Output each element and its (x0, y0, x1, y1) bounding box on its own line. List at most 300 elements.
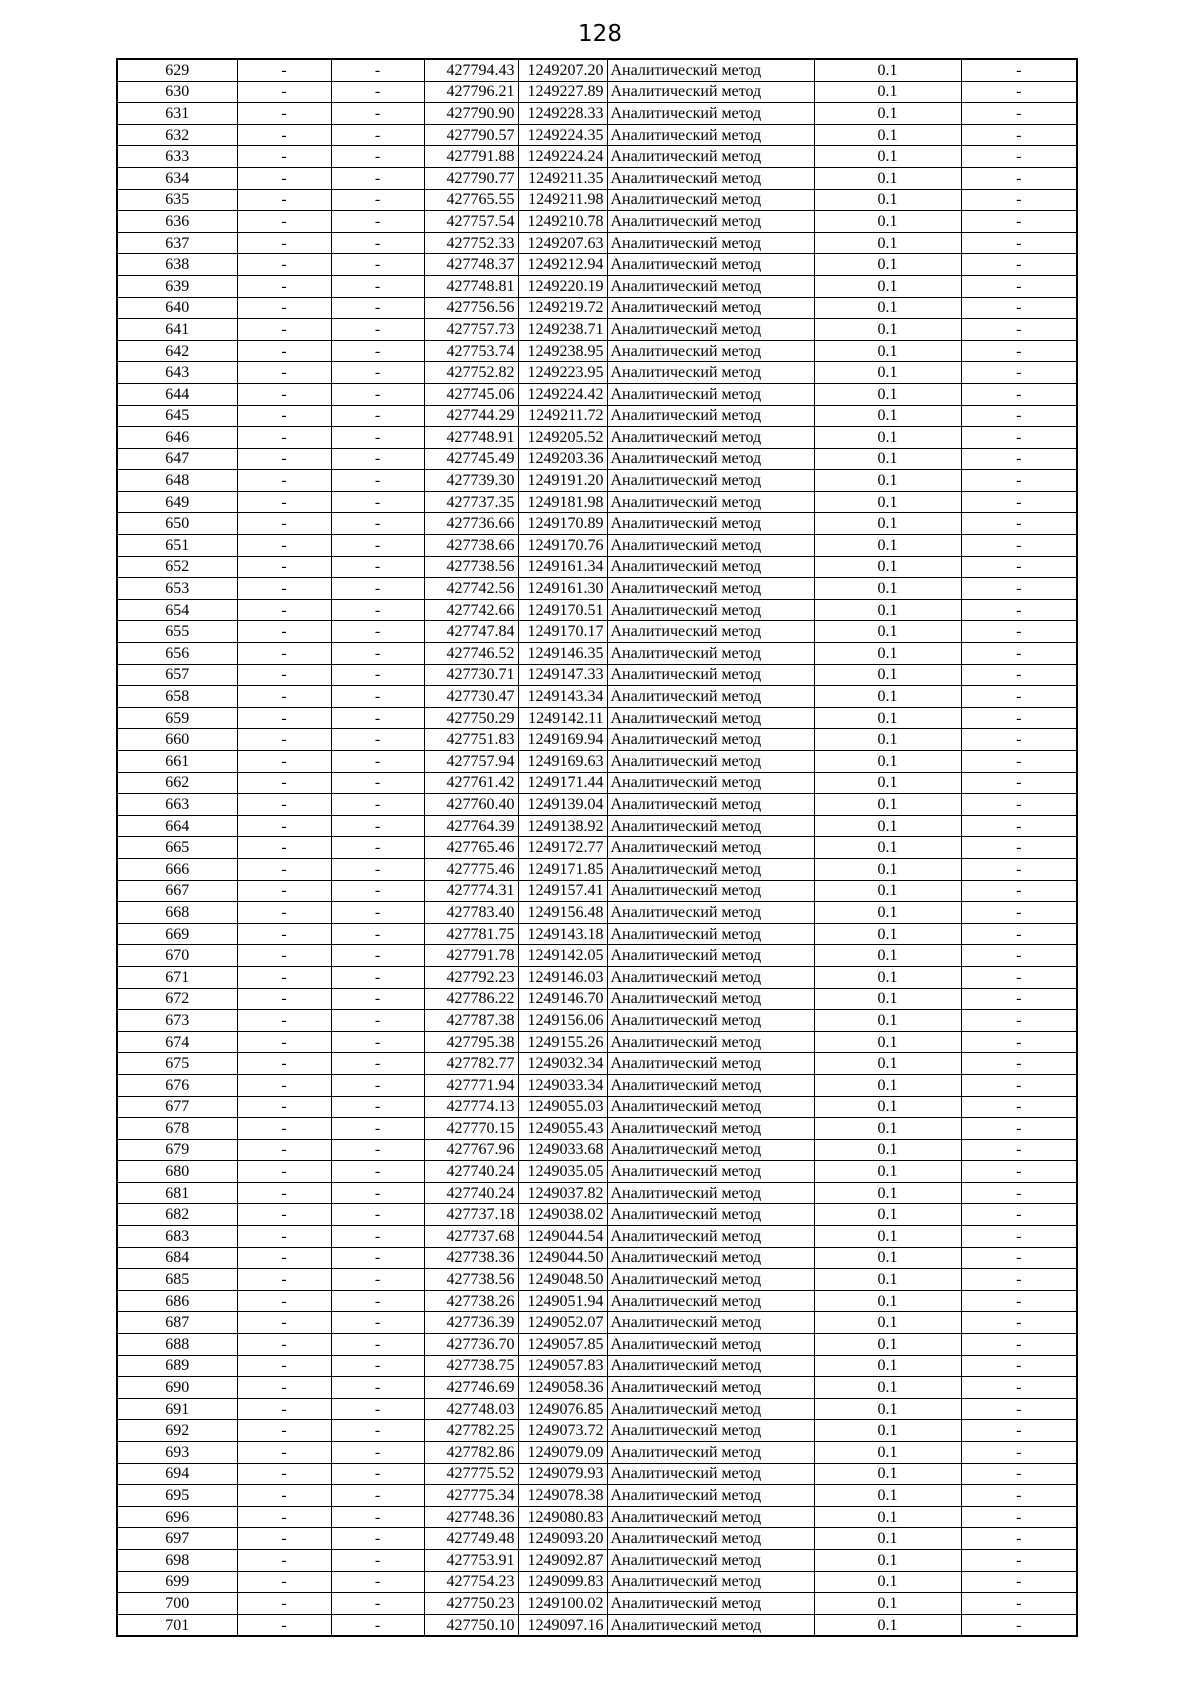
note-cell: - (961, 1269, 1077, 1291)
coordinates-table (116, 58, 1078, 1637)
point-number-cell: 651 (117, 535, 237, 557)
empty-cell-a: - (237, 1420, 331, 1442)
x-coordinate-cell: 427791.88 (424, 146, 518, 168)
point-number-cell: 656 (117, 643, 237, 665)
method-cell: Аналитический метод (607, 858, 814, 880)
empty-cell-b: - (331, 124, 424, 146)
table-row (117, 535, 1077, 557)
empty-cell-a: - (237, 1442, 331, 1464)
empty-cell-b: - (331, 1571, 424, 1593)
method-cell: Аналитический метод (607, 189, 814, 211)
empty-cell-b: - (331, 1290, 424, 1312)
accuracy-cell: 0.1 (814, 103, 961, 125)
empty-cell-b: - (331, 1247, 424, 1269)
accuracy-cell: 0.1 (814, 945, 961, 967)
empty-cell-b: - (331, 1463, 424, 1485)
empty-cell-b: - (331, 1161, 424, 1183)
accuracy-cell: 0.1 (814, 815, 961, 837)
method-cell: Аналитический метод (607, 1053, 814, 1075)
note-cell: - (961, 1571, 1077, 1593)
method-cell: Аналитический метод (607, 1593, 814, 1615)
method-cell: Аналитический метод (607, 1247, 814, 1269)
x-coordinate-cell: 427783.40 (424, 902, 518, 924)
note-cell: - (961, 59, 1077, 81)
point-number-cell: 630 (117, 81, 237, 103)
empty-cell-a: - (237, 772, 331, 794)
table-row (117, 707, 1077, 729)
empty-cell-b: - (331, 405, 424, 427)
note-cell: - (961, 1290, 1077, 1312)
empty-cell-b: - (331, 923, 424, 945)
empty-cell-b: - (331, 340, 424, 362)
note-cell: - (961, 1053, 1077, 1075)
table-row (117, 427, 1077, 449)
y-coordinate-cell: 1249048.50 (518, 1269, 607, 1291)
note-cell: - (961, 686, 1077, 708)
empty-cell-b: - (331, 1549, 424, 1571)
coordinates-table-body (117, 59, 1077, 1636)
y-coordinate-cell: 1249220.19 (518, 275, 607, 297)
empty-cell-b: - (331, 1614, 424, 1636)
empty-cell-b: - (331, 1593, 424, 1615)
y-coordinate-cell: 1249057.85 (518, 1334, 607, 1356)
x-coordinate-cell: 427757.94 (424, 751, 518, 773)
y-coordinate-cell: 1249156.06 (518, 1010, 607, 1032)
accuracy-cell: 0.1 (814, 729, 961, 751)
point-number-cell: 659 (117, 707, 237, 729)
note-cell: - (961, 902, 1077, 924)
table-row (117, 1528, 1077, 1550)
method-cell: Аналитический метод (607, 837, 814, 859)
point-number-cell: 674 (117, 1031, 237, 1053)
table-row (117, 751, 1077, 773)
table-row (117, 340, 1077, 362)
point-number-cell: 671 (117, 966, 237, 988)
empty-cell-b: - (331, 1053, 424, 1075)
empty-cell-b: - (331, 643, 424, 665)
x-coordinate-cell: 427760.40 (424, 794, 518, 816)
empty-cell-a: - (237, 1204, 331, 1226)
empty-cell-b: - (331, 1355, 424, 1377)
empty-cell-a: - (237, 124, 331, 146)
point-number-cell: 631 (117, 103, 237, 125)
method-cell: Аналитический метод (607, 1528, 814, 1550)
table-row (117, 599, 1077, 621)
empty-cell-b: - (331, 1139, 424, 1161)
accuracy-cell: 0.1 (814, 405, 961, 427)
accuracy-cell: 0.1 (814, 880, 961, 902)
x-coordinate-cell: 427738.66 (424, 535, 518, 557)
accuracy-cell: 0.1 (814, 1506, 961, 1528)
point-number-cell: 663 (117, 794, 237, 816)
x-coordinate-cell: 427742.56 (424, 578, 518, 600)
empty-cell-b: - (331, 1182, 424, 1204)
empty-cell-b: - (331, 491, 424, 513)
accuracy-cell: 0.1 (814, 189, 961, 211)
accuracy-cell: 0.1 (814, 362, 961, 384)
empty-cell-b: - (331, 751, 424, 773)
point-number-cell: 648 (117, 470, 237, 492)
note-cell: - (961, 772, 1077, 794)
point-number-cell: 643 (117, 362, 237, 384)
note-cell: - (961, 1377, 1077, 1399)
point-number-cell: 641 (117, 319, 237, 341)
y-coordinate-cell: 1249032.34 (518, 1053, 607, 1075)
method-cell: Аналитический метод (607, 945, 814, 967)
table-row (117, 1161, 1077, 1183)
point-number-cell: 638 (117, 254, 237, 276)
empty-cell-a: - (237, 945, 331, 967)
empty-cell-a: - (237, 211, 331, 233)
empty-cell-a: - (237, 837, 331, 859)
point-number-cell: 662 (117, 772, 237, 794)
empty-cell-b: - (331, 729, 424, 751)
accuracy-cell: 0.1 (814, 81, 961, 103)
table-row (117, 1269, 1077, 1291)
table-row (117, 1506, 1077, 1528)
empty-cell-a: - (237, 1139, 331, 1161)
empty-cell-a: - (237, 1226, 331, 1248)
table-row (117, 1053, 1077, 1075)
y-coordinate-cell: 1249205.52 (518, 427, 607, 449)
table-row (117, 1334, 1077, 1356)
note-cell: - (961, 1549, 1077, 1571)
x-coordinate-cell: 427787.38 (424, 1010, 518, 1032)
accuracy-cell: 0.1 (814, 1420, 961, 1442)
x-coordinate-cell: 427782.25 (424, 1420, 518, 1442)
empty-cell-b: - (331, 254, 424, 276)
method-cell: Аналитический метод (607, 1312, 814, 1334)
table-row (117, 1485, 1077, 1507)
table-row (117, 1118, 1077, 1140)
empty-cell-a: - (237, 1053, 331, 1075)
empty-cell-a: - (237, 513, 331, 535)
accuracy-cell: 0.1 (814, 1334, 961, 1356)
empty-cell-b: - (331, 211, 424, 233)
x-coordinate-cell: 427771.94 (424, 1074, 518, 1096)
empty-cell-a: - (237, 1269, 331, 1291)
point-number-cell: 658 (117, 686, 237, 708)
accuracy-cell: 0.1 (814, 1312, 961, 1334)
x-coordinate-cell: 427753.91 (424, 1549, 518, 1571)
y-coordinate-cell: 1249211.35 (518, 167, 607, 189)
empty-cell-b: - (331, 81, 424, 103)
y-coordinate-cell: 1249058.36 (518, 1377, 607, 1399)
method-cell: Аналитический метод (607, 1506, 814, 1528)
note-cell: - (961, 880, 1077, 902)
table-row (117, 232, 1077, 254)
method-cell: Аналитический метод (607, 578, 814, 600)
table-row (117, 1226, 1077, 1248)
point-number-cell: 696 (117, 1506, 237, 1528)
accuracy-cell: 0.1 (814, 1549, 961, 1571)
y-coordinate-cell: 1249227.89 (518, 81, 607, 103)
method-cell: Аналитический метод (607, 1182, 814, 1204)
accuracy-cell: 0.1 (814, 621, 961, 643)
accuracy-cell: 0.1 (814, 254, 961, 276)
note-cell: - (961, 794, 1077, 816)
accuracy-cell: 0.1 (814, 146, 961, 168)
method-cell: Аналитический метод (607, 751, 814, 773)
empty-cell-b: - (331, 988, 424, 1010)
empty-cell-b: - (331, 707, 424, 729)
y-coordinate-cell: 1249191.20 (518, 470, 607, 492)
note-cell: - (961, 297, 1077, 319)
empty-cell-b: - (331, 1312, 424, 1334)
y-coordinate-cell: 1249044.50 (518, 1247, 607, 1269)
y-coordinate-cell: 1249181.98 (518, 491, 607, 513)
table-row (117, 880, 1077, 902)
note-cell: - (961, 427, 1077, 449)
note-cell: - (961, 837, 1077, 859)
empty-cell-a: - (237, 1528, 331, 1550)
method-cell: Аналитический метод (607, 880, 814, 902)
table-row (117, 1442, 1077, 1464)
note-cell: - (961, 945, 1077, 967)
note-cell: - (961, 1463, 1077, 1485)
method-cell: Аналитический метод (607, 794, 814, 816)
empty-cell-a: - (237, 988, 331, 1010)
x-coordinate-cell: 427746.69 (424, 1377, 518, 1399)
table-row (117, 405, 1077, 427)
table-row (117, 1182, 1077, 1204)
x-coordinate-cell: 427748.81 (424, 275, 518, 297)
empty-cell-a: - (237, 275, 331, 297)
note-cell: - (961, 578, 1077, 600)
point-number-cell: 637 (117, 232, 237, 254)
note-cell: - (961, 1355, 1077, 1377)
point-number-cell: 673 (117, 1010, 237, 1032)
x-coordinate-cell: 427774.31 (424, 880, 518, 902)
x-coordinate-cell: 427782.77 (424, 1053, 518, 1075)
y-coordinate-cell: 1249224.24 (518, 146, 607, 168)
point-number-cell: 629 (117, 59, 237, 81)
empty-cell-a: - (237, 1614, 331, 1636)
table-row (117, 1074, 1077, 1096)
method-cell: Аналитический метод (607, 254, 814, 276)
empty-cell-a: - (237, 858, 331, 880)
empty-cell-b: - (331, 1485, 424, 1507)
accuracy-cell: 0.1 (814, 794, 961, 816)
method-cell: Аналитический метод (607, 1226, 814, 1248)
note-cell: - (961, 1398, 1077, 1420)
y-coordinate-cell: 1249093.20 (518, 1528, 607, 1550)
empty-cell-a: - (237, 1398, 331, 1420)
accuracy-cell: 0.1 (814, 1377, 961, 1399)
empty-cell-a: - (237, 880, 331, 902)
method-cell: Аналитический метод (607, 1442, 814, 1464)
table-row (117, 59, 1077, 81)
method-cell: Аналитический метод (607, 1139, 814, 1161)
accuracy-cell: 0.1 (814, 124, 961, 146)
accuracy-cell: 0.1 (814, 340, 961, 362)
point-number-cell: 700 (117, 1593, 237, 1615)
table-row (117, 1463, 1077, 1485)
table-row (117, 1204, 1077, 1226)
empty-cell-a: - (237, 167, 331, 189)
empty-cell-b: - (331, 556, 424, 578)
empty-cell-b: - (331, 880, 424, 902)
y-coordinate-cell: 1249035.05 (518, 1161, 607, 1183)
table-row (117, 988, 1077, 1010)
empty-cell-a: - (237, 297, 331, 319)
empty-cell-b: - (331, 1074, 424, 1096)
accuracy-cell: 0.1 (814, 1161, 961, 1183)
note-cell: - (961, 988, 1077, 1010)
point-number-cell: 687 (117, 1312, 237, 1334)
empty-cell-b: - (331, 686, 424, 708)
note-cell: - (961, 1096, 1077, 1118)
y-coordinate-cell: 1249142.11 (518, 707, 607, 729)
method-cell: Аналитический метод (607, 146, 814, 168)
point-number-cell: 642 (117, 340, 237, 362)
note-cell: - (961, 513, 1077, 535)
accuracy-cell: 0.1 (814, 1398, 961, 1420)
table-row (117, 211, 1077, 233)
method-cell: Аналитический метод (607, 167, 814, 189)
point-number-cell: 668 (117, 902, 237, 924)
x-coordinate-cell: 427730.47 (424, 686, 518, 708)
x-coordinate-cell: 427752.33 (424, 232, 518, 254)
empty-cell-b: - (331, 945, 424, 967)
method-cell: Аналитический метод (607, 621, 814, 643)
y-coordinate-cell: 1249219.72 (518, 297, 607, 319)
accuracy-cell: 0.1 (814, 966, 961, 988)
empty-cell-a: - (237, 599, 331, 621)
method-cell: Аналитический метод (607, 1549, 814, 1571)
accuracy-cell: 0.1 (814, 686, 961, 708)
y-coordinate-cell: 1249228.33 (518, 103, 607, 125)
x-coordinate-cell: 427737.68 (424, 1226, 518, 1248)
empty-cell-b: - (331, 103, 424, 125)
empty-cell-a: - (237, 686, 331, 708)
empty-cell-b: - (331, 858, 424, 880)
empty-cell-b: - (331, 59, 424, 81)
accuracy-cell: 0.1 (814, 59, 961, 81)
point-number-cell: 691 (117, 1398, 237, 1420)
method-cell: Аналитический метод (607, 232, 814, 254)
empty-cell-a: - (237, 1463, 331, 1485)
point-number-cell: 677 (117, 1096, 237, 1118)
x-coordinate-cell: 427736.70 (424, 1334, 518, 1356)
method-cell: Аналитический метод (607, 772, 814, 794)
x-coordinate-cell: 427757.73 (424, 319, 518, 341)
method-cell: Аналитический метод (607, 405, 814, 427)
x-coordinate-cell: 427738.36 (424, 1247, 518, 1269)
y-coordinate-cell: 1249037.82 (518, 1182, 607, 1204)
point-number-cell: 639 (117, 275, 237, 297)
point-number-cell: 683 (117, 1226, 237, 1248)
empty-cell-a: - (237, 1182, 331, 1204)
method-cell: Аналитический метод (607, 383, 814, 405)
accuracy-cell: 0.1 (814, 535, 961, 557)
note-cell: - (961, 146, 1077, 168)
table-row (117, 1398, 1077, 1420)
y-coordinate-cell: 1249223.95 (518, 362, 607, 384)
table-row (117, 621, 1077, 643)
y-coordinate-cell: 1249212.94 (518, 254, 607, 276)
empty-cell-a: - (237, 81, 331, 103)
empty-cell-b: - (331, 837, 424, 859)
point-number-cell: 680 (117, 1161, 237, 1183)
note-cell: - (961, 1247, 1077, 1269)
method-cell: Аналитический метод (607, 59, 814, 81)
x-coordinate-cell: 427749.48 (424, 1528, 518, 1550)
empty-cell-b: - (331, 1377, 424, 1399)
empty-cell-a: - (237, 1096, 331, 1118)
accuracy-cell: 0.1 (814, 1528, 961, 1550)
table-row (117, 103, 1077, 125)
y-coordinate-cell: 1249078.38 (518, 1485, 607, 1507)
table-row (117, 1312, 1077, 1334)
empty-cell-b: - (331, 1204, 424, 1226)
note-cell: - (961, 664, 1077, 686)
empty-cell-a: - (237, 254, 331, 276)
note-cell: - (961, 1010, 1077, 1032)
y-coordinate-cell: 1249170.51 (518, 599, 607, 621)
empty-cell-a: - (237, 794, 331, 816)
accuracy-cell: 0.1 (814, 1290, 961, 1312)
y-coordinate-cell: 1249146.35 (518, 643, 607, 665)
x-coordinate-cell: 427738.75 (424, 1355, 518, 1377)
empty-cell-a: - (237, 751, 331, 773)
accuracy-cell: 0.1 (814, 578, 961, 600)
point-number-cell: 657 (117, 664, 237, 686)
x-coordinate-cell: 427795.38 (424, 1031, 518, 1053)
method-cell: Аналитический метод (607, 729, 814, 751)
empty-cell-a: - (237, 362, 331, 384)
accuracy-cell: 0.1 (814, 556, 961, 578)
point-number-cell: 652 (117, 556, 237, 578)
accuracy-cell: 0.1 (814, 1247, 961, 1269)
note-cell: - (961, 1420, 1077, 1442)
empty-cell-a: - (237, 232, 331, 254)
empty-cell-b: - (331, 1528, 424, 1550)
y-coordinate-cell: 1249170.89 (518, 513, 607, 535)
empty-cell-b: - (331, 1420, 424, 1442)
method-cell: Аналитический метод (607, 1485, 814, 1507)
point-number-cell: 699 (117, 1571, 237, 1593)
y-coordinate-cell: 1249146.03 (518, 966, 607, 988)
accuracy-cell: 0.1 (814, 513, 961, 535)
note-cell: - (961, 599, 1077, 621)
empty-cell-a: - (237, 1571, 331, 1593)
point-number-cell: 670 (117, 945, 237, 967)
x-coordinate-cell: 427754.23 (424, 1571, 518, 1593)
x-coordinate-cell: 427738.56 (424, 556, 518, 578)
note-cell: - (961, 189, 1077, 211)
note-cell: - (961, 1614, 1077, 1636)
empty-cell-b: - (331, 1442, 424, 1464)
x-coordinate-cell: 427748.36 (424, 1506, 518, 1528)
empty-cell-b: - (331, 362, 424, 384)
x-coordinate-cell: 427775.34 (424, 1485, 518, 1507)
note-cell: - (961, 340, 1077, 362)
point-number-cell: 666 (117, 858, 237, 880)
table-row (117, 1290, 1077, 1312)
note-cell: - (961, 923, 1077, 945)
method-cell: Аналитический метод (607, 923, 814, 945)
note-cell: - (961, 232, 1077, 254)
point-number-cell: 632 (117, 124, 237, 146)
method-cell: Аналитический метод (607, 448, 814, 470)
y-coordinate-cell: 1249076.85 (518, 1398, 607, 1420)
point-number-cell: 635 (117, 189, 237, 211)
table-row (117, 664, 1077, 686)
table-row (117, 189, 1077, 211)
y-coordinate-cell: 1249207.63 (518, 232, 607, 254)
note-cell: - (961, 1161, 1077, 1183)
